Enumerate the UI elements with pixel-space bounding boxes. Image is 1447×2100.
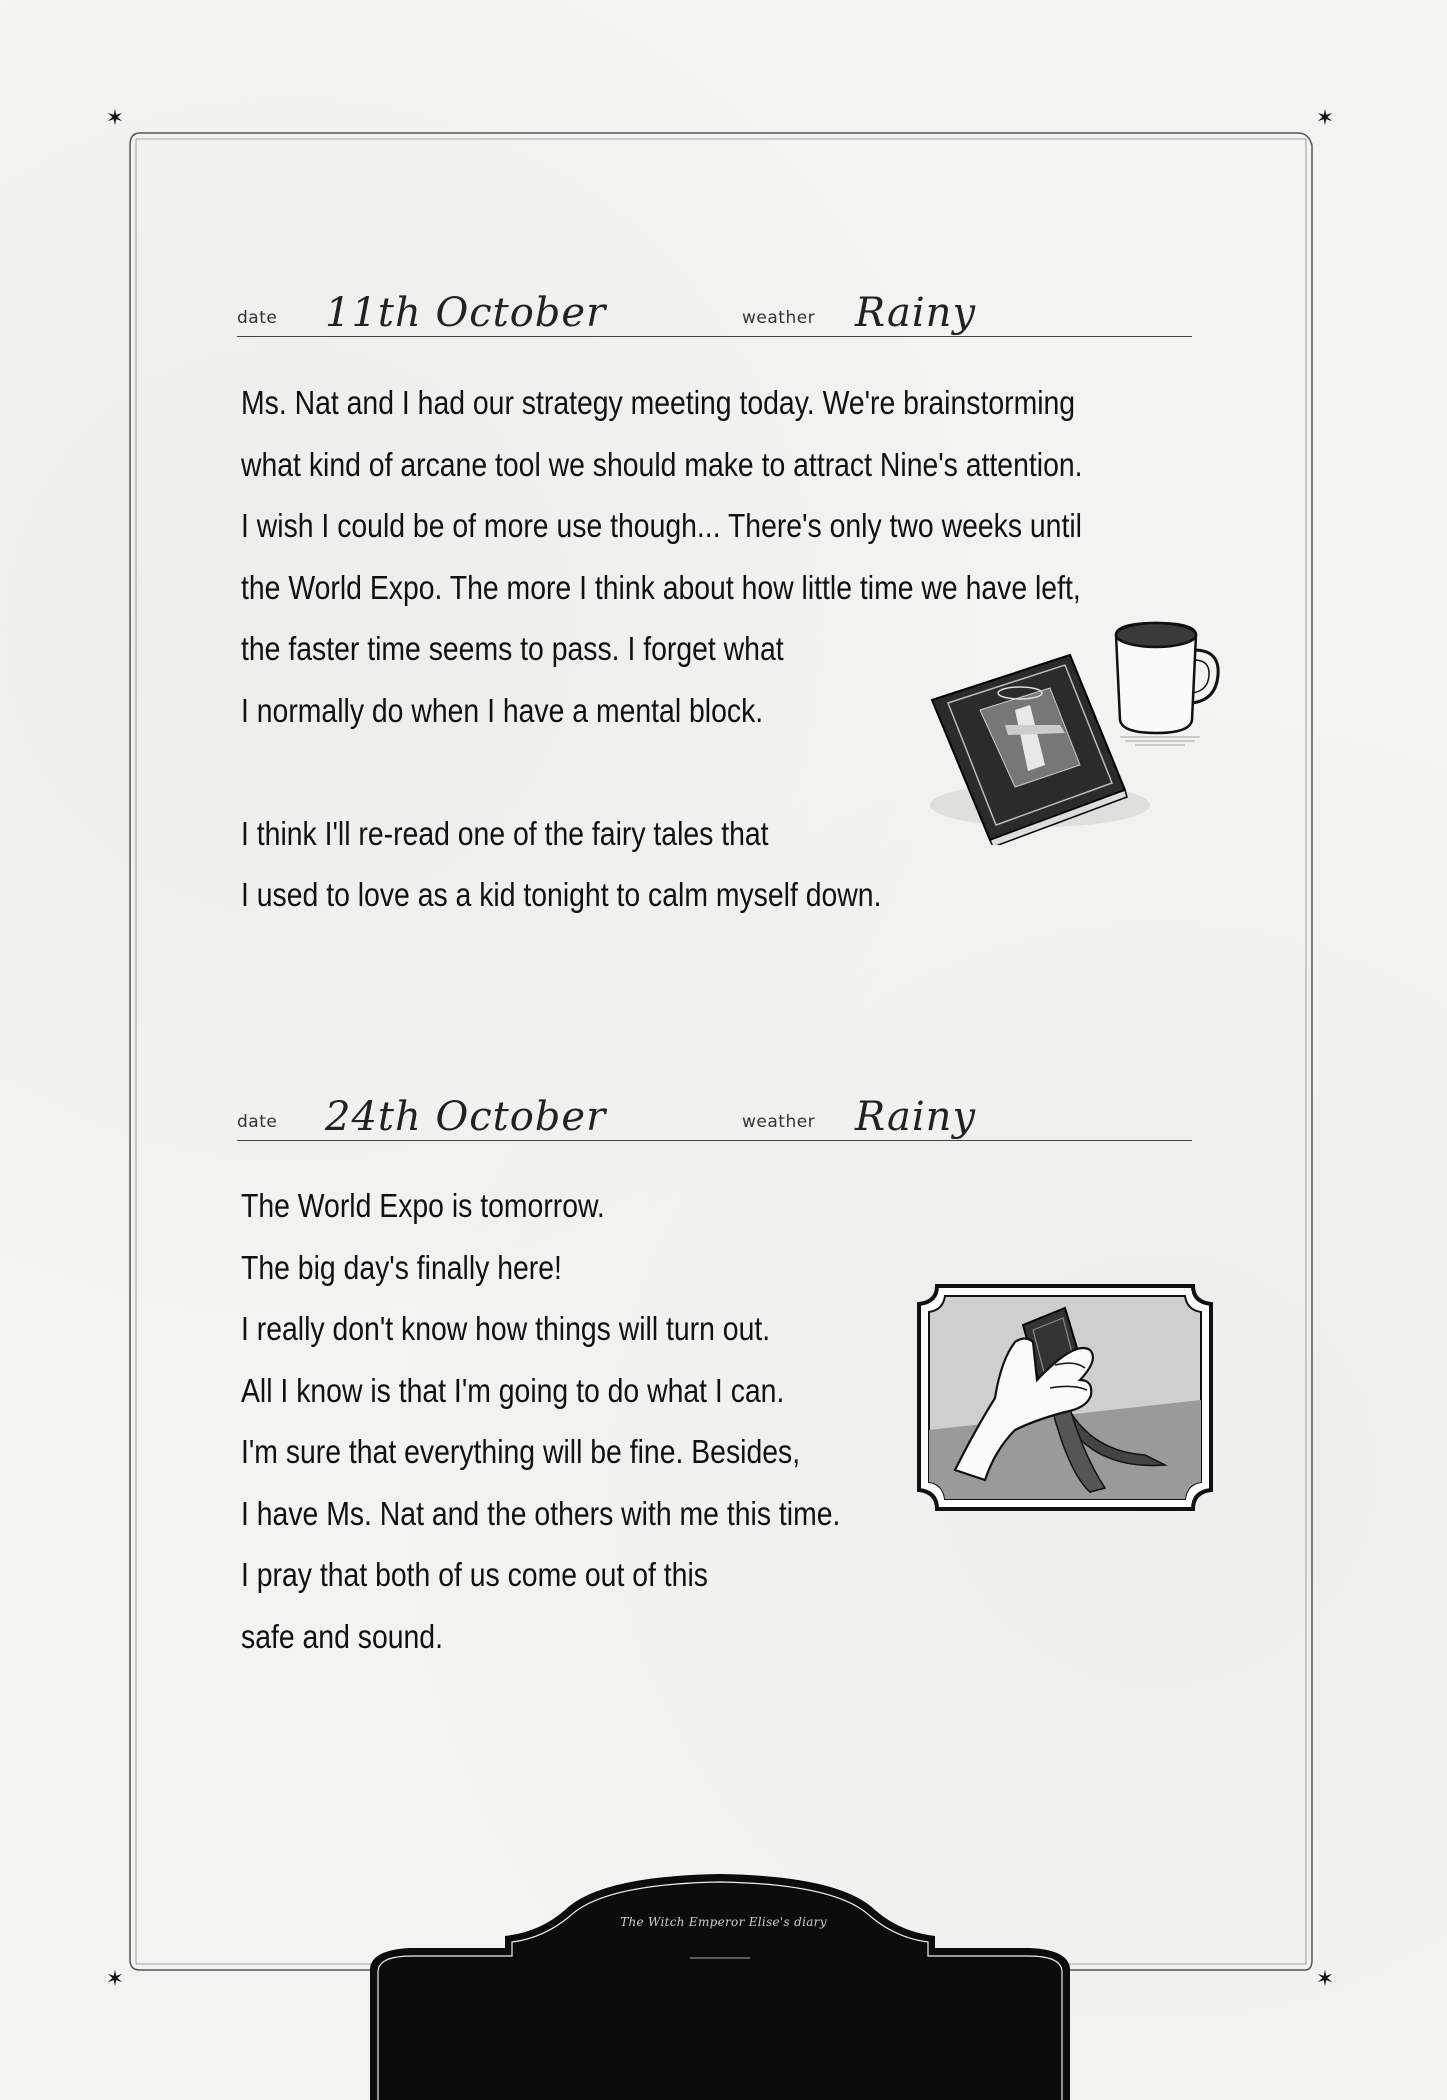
corner-star-icon: ✶ xyxy=(1315,1967,1335,1992)
text-line: I have Ms. Nat and the others with me this time. xyxy=(241,1494,841,1532)
date-label: date xyxy=(237,308,278,328)
text-line: safe and sound. xyxy=(241,1617,443,1655)
entry-2-header xyxy=(237,1040,1192,1141)
book-and-mug-illustration xyxy=(920,615,1240,845)
text-line: what kind of arcane tool we should make to attract Nine's attention. xyxy=(241,445,1083,483)
text-line: the faster time seems to pass. I forget what xyxy=(241,630,784,667)
text-line: I used to love as a kid tonight to calm myself down. xyxy=(241,876,882,913)
footer-tab xyxy=(370,1870,1070,2100)
text-line: I really don't know how things will turn out. xyxy=(241,1310,771,1347)
text-line: The big day's finally here! xyxy=(241,1248,562,1286)
text-line: The World Expo is tomorrow. xyxy=(241,1187,605,1224)
text-line: I pray that both of us come out of this xyxy=(241,1556,708,1593)
text-line: All I know is that I'm going to do what I can. xyxy=(241,1371,785,1409)
text-line: I normally do when I have a mental block. xyxy=(241,691,764,729)
entry-date: 11th October xyxy=(325,290,607,336)
corner-star-icon: ✶ xyxy=(105,106,125,131)
text-line: Ms. Nat and I had our strategy meeting today. We're brainstorming xyxy=(241,384,1076,421)
weather-label: weather xyxy=(742,1112,816,1132)
entry-weather: Rainy xyxy=(855,290,977,336)
diary-title: The Witch Emperor Elise's diary xyxy=(620,1915,827,1929)
entry-1-header xyxy=(237,236,1192,337)
corner-star-icon: ✶ xyxy=(1315,106,1335,131)
entry-weather: Rainy xyxy=(855,1094,977,1140)
text-line: I think I'll re-read one of the fairy tales that xyxy=(241,814,769,852)
text-line: the World Expo. The more I think about how little time we have left, xyxy=(241,568,1081,606)
text-line: I'm sure that everything will be fine. Besides, xyxy=(241,1433,801,1470)
hand-holding-ribbon-illustration xyxy=(915,1280,1215,1515)
entry-date: 24th October xyxy=(325,1094,607,1140)
date-label: date xyxy=(237,1112,278,1132)
weather-label: weather xyxy=(742,308,816,328)
text-line: I wish I could be of more use though... There's only two weeks until xyxy=(241,507,1082,544)
corner-star-icon: ✶ xyxy=(105,1967,125,1992)
